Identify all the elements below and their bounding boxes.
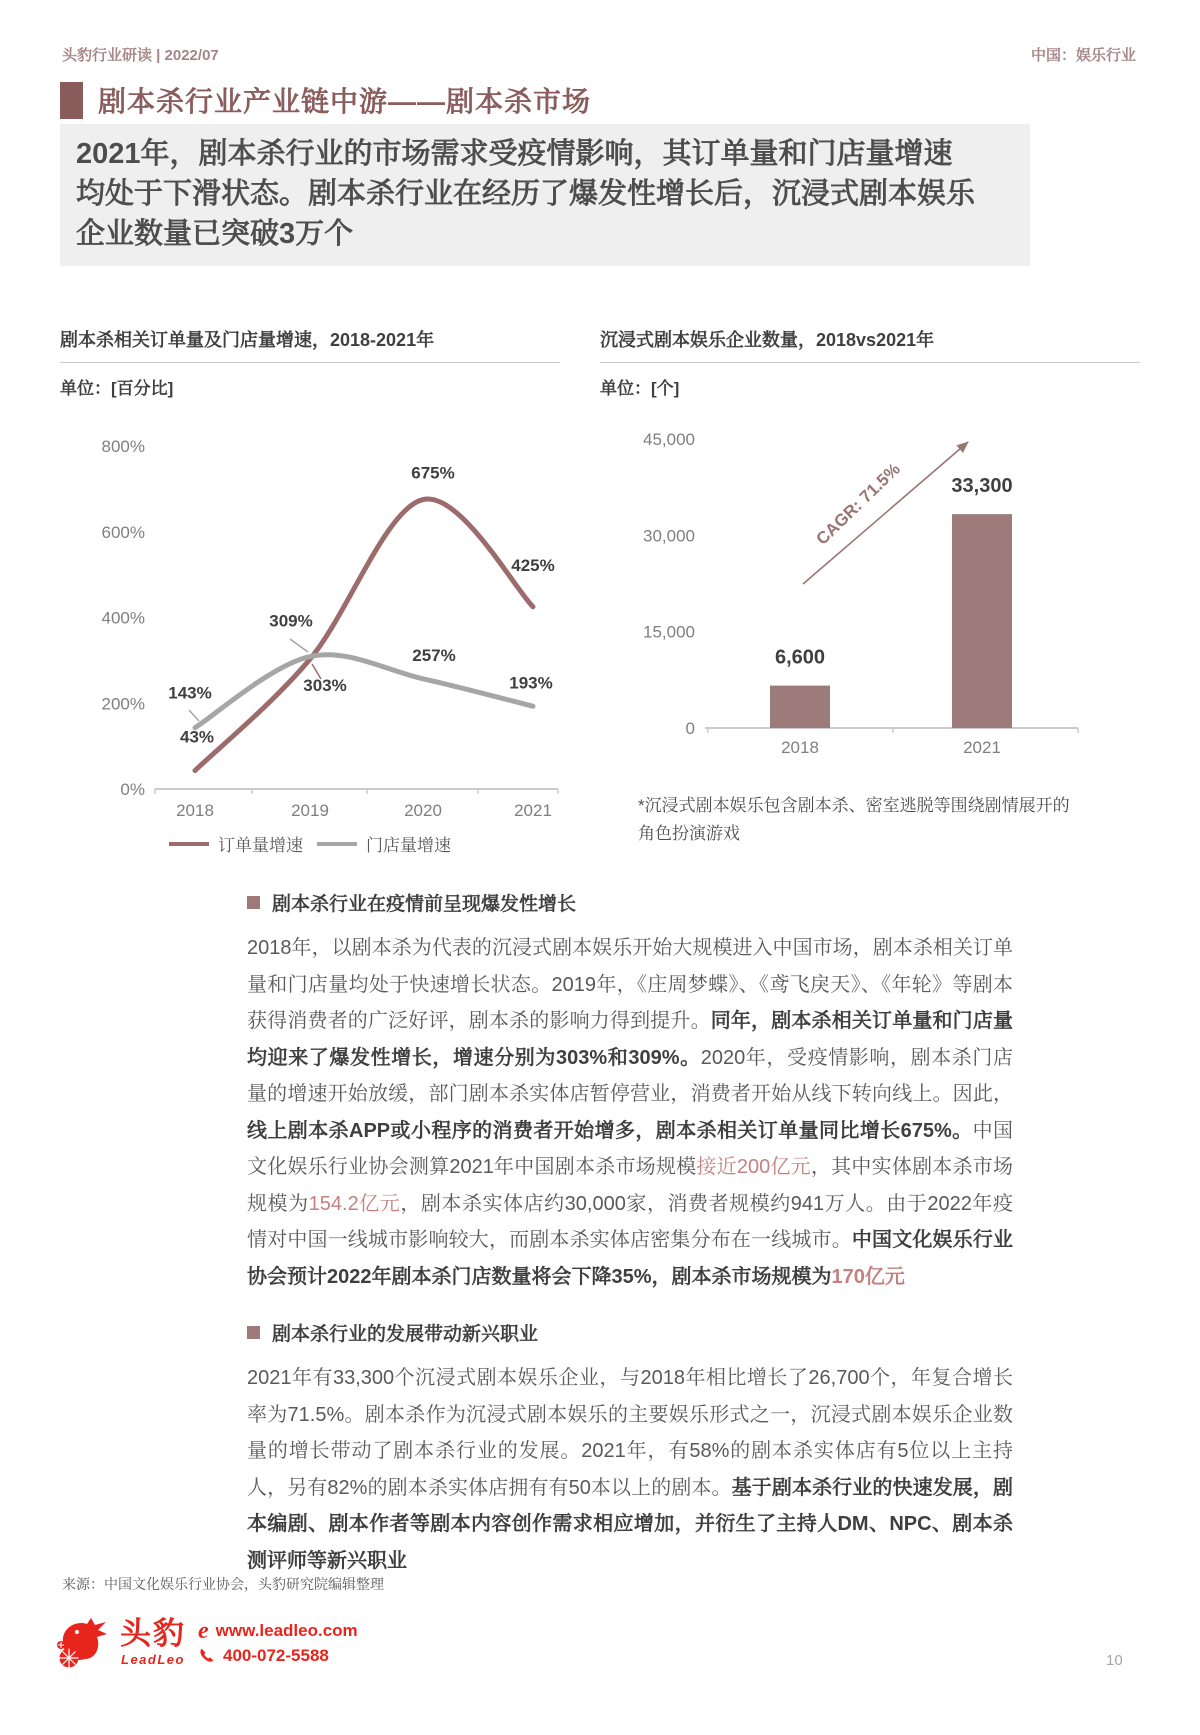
section-heading-2-label: 剧本杀行业的发展带动新兴职业 <box>272 1324 539 1345</box>
svg-text:400%: 400% <box>101 608 145 628</box>
body-copy <box>247 889 1013 1603</box>
svg-text:2018: 2018 <box>176 801 214 820</box>
website-row <box>198 1620 358 1642</box>
legend-item-stores <box>317 831 451 856</box>
square-bullet-icon <box>247 896 260 909</box>
svg-text:200%: 200% <box>101 694 145 714</box>
source-note: 来源：中国文化娱乐行业协会，头豹研究院编辑整理 <box>62 1576 384 1592</box>
line-chart-title: 剧本杀相关订单量及门店量增速，2018-2021年 <box>60 326 560 363</box>
svg-text:600%: 600% <box>101 522 145 542</box>
bar-chart-title: 沉浸式剧本娱乐企业数量，2018vs2021年 <box>600 326 1140 363</box>
orders-line-swatch-icon <box>169 842 209 846</box>
phone-row <box>198 1645 358 1667</box>
svg-text:45,000: 45,000 <box>643 430 695 449</box>
orders-stores-growth-chart <box>60 326 560 856</box>
line-chart-plot <box>60 401 560 831</box>
leadleo-leopard-logo-icon <box>56 1616 108 1670</box>
bar-chart-unit-label: 单位：[个] <box>600 379 680 398</box>
svg-text:675%: 675% <box>411 463 455 483</box>
svg-text:0: 0 <box>685 719 695 738</box>
svg-text:33,300: 33,300 <box>951 475 1013 498</box>
svg-text:2019: 2019 <box>291 801 329 820</box>
header-series-label: 头豹行业研读 | 2022/07 <box>62 47 219 64</box>
line-chart-legend <box>60 831 560 856</box>
footer-brand <box>56 1616 358 1670</box>
svg-text:CAGR: 71.5%: CAGR: 71.5% <box>812 459 904 549</box>
svg-text:2021: 2021 <box>963 738 1001 757</box>
svg-text:2020: 2020 <box>404 801 442 820</box>
section-heading-2 <box>247 1319 1013 1346</box>
brand-name-en: LeadLeo <box>121 1652 185 1667</box>
bar-chart-plot <box>600 401 1140 766</box>
svg-text:309%: 309% <box>269 611 313 631</box>
svg-text:6,600: 6,600 <box>774 646 826 669</box>
phone-number: 400-072-5588 <box>223 1646 329 1665</box>
footer-contact <box>198 1620 358 1667</box>
section-paragraph-2: 2021年有33,300个沉浸式剧本娱乐企业，与2018年相比增长了26,700个，年复合增长率为71.5%。剧本杀作为沉浸式剧本娱乐的主要娱乐形式之一，沉浸式剧本娱乐企业数量的增长带动了剧本杀行业的发展。2021年，有58%的剧本杀实体店有5位以上主持人，另有82%的剧本杀实体店拥有有50本以上的剧本。基于剧本杀行业的快速发展，剧本编剧、剧本作者等剧本内容创作需求相应增加，并衍生了主持人DM、NPC、剧本杀测评师等新兴职业 <box>247 1367 1013 1572</box>
svg-text:193%: 193% <box>509 673 553 693</box>
legend-label-orders: 订单量增速 <box>218 836 303 855</box>
brand-name-cn: 头豹 <box>120 1616 186 1651</box>
section-heading-1-label: 剧本杀行业在疫情前呈现爆发性增长 <box>272 894 577 915</box>
page-number: 10 <box>1106 1652 1123 1669</box>
title-accent-block <box>60 82 83 119</box>
svg-text:425%: 425% <box>511 555 555 575</box>
svg-text:257%: 257% <box>412 645 456 665</box>
page-title-row <box>60 80 591 120</box>
brand-name-stack <box>120 1616 186 1667</box>
svg-text:303%: 303% <box>303 676 347 696</box>
page-title: 剧本杀行业产业链中游——剧本杀市场 <box>98 86 592 117</box>
svg-text:800%: 800% <box>101 437 145 456</box>
bar-chart-footnote: *沉浸式剧本娱乐包含剧本杀、密室逃脱等围绕剧情展开的角色扮演游戏 <box>638 796 1070 843</box>
legend-label-stores: 门店量增速 <box>366 836 451 855</box>
svg-text:2018: 2018 <box>781 738 819 757</box>
svg-text:43%: 43% <box>179 727 215 747</box>
header-industry-label: 中国：娱乐行业 <box>1030 47 1136 64</box>
globe-icon: e <box>198 1618 209 1644</box>
svg-text:143%: 143% <box>168 683 212 703</box>
website-link[interactable]: www.leadleo.com <box>215 1621 358 1640</box>
stores-line-swatch-icon <box>317 842 357 846</box>
section-heading-1 <box>247 889 1013 916</box>
legend-item-orders <box>169 831 303 856</box>
section-paragraph-1: 2018年，以剧本杀为代表的沉浸式剧本娱乐开始大规模进入中国市场，剧本杀相关订单量和门店量均处于快速增长状态。2019年，《庄周梦蝶》、《鸢飞戾天》、《年轮》等剧本获得消费者的广泛好评，剧本杀的影响力得到提升。同年，剧本杀相关订单量和门店量均迎来了爆发性增长，增速分别为303%和309%。2020年，受疫情影响，剧本杀门店量的增速开始放缓，部门剧本杀实体店暂停营业，消费者开始从线下转向线上。因此，线上剧本杀APP或小程序的消费者开始增多，剧本杀相关订单量同比增长675%。中国文化娱乐行业协会测算2021年中国剧本杀市场规模接近200亿元，其中实体剧本杀市场规模为154.2亿元，剧本杀实体店约30,000家，消费者规模约941万人。由于2022年疫情对中国一线城市影响较大，而剧本杀实体店密集分布在一线城市。中国文化娱乐行业协会预计2022年剧本杀门店数量将会下降35%，剧本杀市场规模为170亿元 <box>247 937 1014 1288</box>
summary-callout: 2021年，剧本杀行业的市场需求受疫情影响，其订单量和门店量增速均处于下滑状态。剧本杀行业在经历了爆发性增长后，沉浸式剧本娱乐企业数量已突破3万个 <box>60 124 1030 266</box>
enterprise-count-chart <box>600 326 1140 848</box>
phone-icon <box>198 1647 216 1665</box>
square-bullet-icon <box>247 1326 260 1339</box>
svg-text:2021: 2021 <box>514 801 552 820</box>
svg-text:15,000: 15,000 <box>643 622 695 642</box>
svg-text:30,000: 30,000 <box>643 526 695 546</box>
svg-text:0%: 0% <box>120 780 145 799</box>
line-chart-unit-label: 单位：[百分比] <box>60 379 174 398</box>
